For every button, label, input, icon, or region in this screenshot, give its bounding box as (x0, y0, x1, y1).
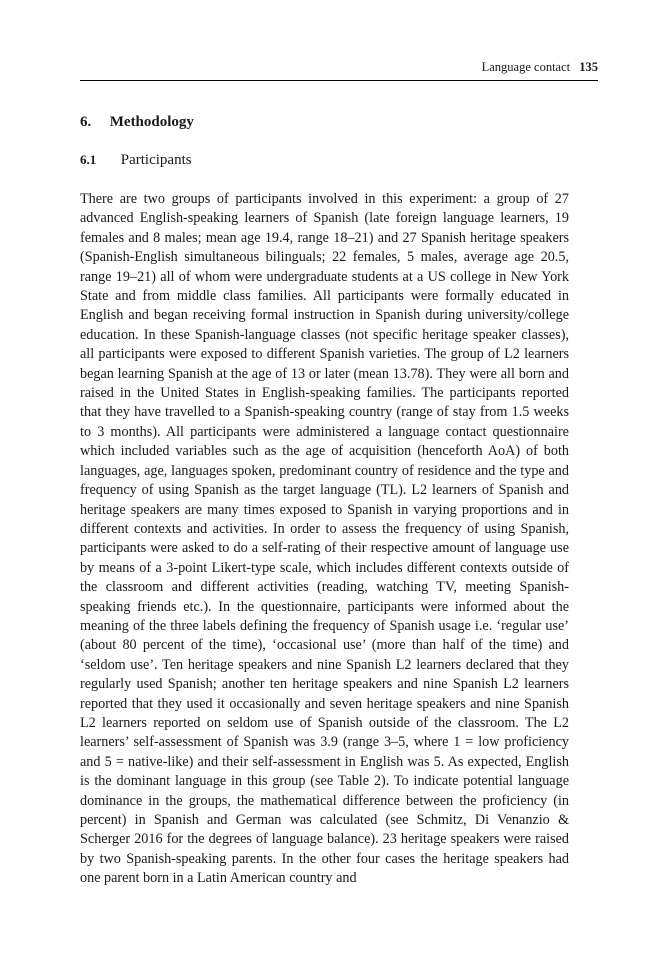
section-number: 6. (80, 114, 92, 130)
running-head-title: Language contact (481, 60, 571, 74)
running-head (80, 58, 598, 81)
subsection-number: 6.1 (80, 152, 97, 167)
subsection-title: Participants (120, 152, 192, 168)
page-number: 135 (579, 60, 598, 74)
body-paragraph: There are two groups of participants involved in this experiment: a group of 27 advanced English-speaking learners of Spanish (late foreign language learners, 19 females and 8 males; mean age 19.4, range 18–21) and 27 Spanish heritage speakers (Spanish-English simultaneous bilinguals; 22 females, 5 males, average age 20.5, range 19–21) all of whom were undergraduate students at a US college in New York State and from middle class families. All participants were formally educated in English and began receiving formal instruction in Spanish during university/college education. In these Spanish-language classes (not specific heritage speaker classes), all participants were exposed to different Spanish varieties. The group of L2 learners began learning Spanish at the age of 13 or later (mean 13.78). They were all born and raised in the United States in English-speaking families. The participants reported that they have travelled to a Spanish-speaking country (range of stay from 1.5 weeks to 3 months). All participants were administered a language contact questionnaire which included variables such as the age of acquisition (henceforth AoA) of both languages, age, languages spoken, predominant country of residence and the type and frequency of using Spanish as the target language (TL). L2 learners of Spanish and heritage speakers are many times exposed to Spanish in varying proportions and in different contexts and activities. In order to assess the frequency of using Spanish, participants were asked to do a self-rating of their respective amount of language use by means of a 3-point Likert-type scale, which includes different contexts outside of the classroom and different activities (reading, watching TV, meeting Spanish-speaking friends etc.). In the questionnaire, participants were informed about the meaning of the three labels defining the frequency of Spanish usage i.e. ‘regular use’ (about 80 percent of the time), ‘occasional use’ (more than half of the time) and ‘seldom use’. Ten heritage speakers and nine Spanish L2 learners declared that they regularly used Spanish; another ten heritage speakers and nine Spanish L2 learners reported that they used it occasionally and seven heritage speakers and nine Spanish L2 learners reported on seldom use of Spanish outside of the classroom. The L2 learners’ self-assessment of Spanish was 3.9 (range 3–5, where 1 = low proficiency and 5 = native-like) and their self-assessment in English was 5. As expected, English is the dominant language in this group (see Table 2). To indicate potential language dominance in the groups, the mathematical difference between the proficiency (in percent) in Spanish and German was calculated (see Schmitz, Di Venanzio & Scherger 2016 for the degrees of language balance). 23 heritage speakers were raised by two Spanish-speaking parents. In the other four cases the heritage speakers had one parent born in a Latin American country and (80, 191, 569, 887)
section-heading (80, 114, 194, 131)
subsection-heading (80, 152, 192, 169)
section-title: Methodology (109, 114, 194, 130)
